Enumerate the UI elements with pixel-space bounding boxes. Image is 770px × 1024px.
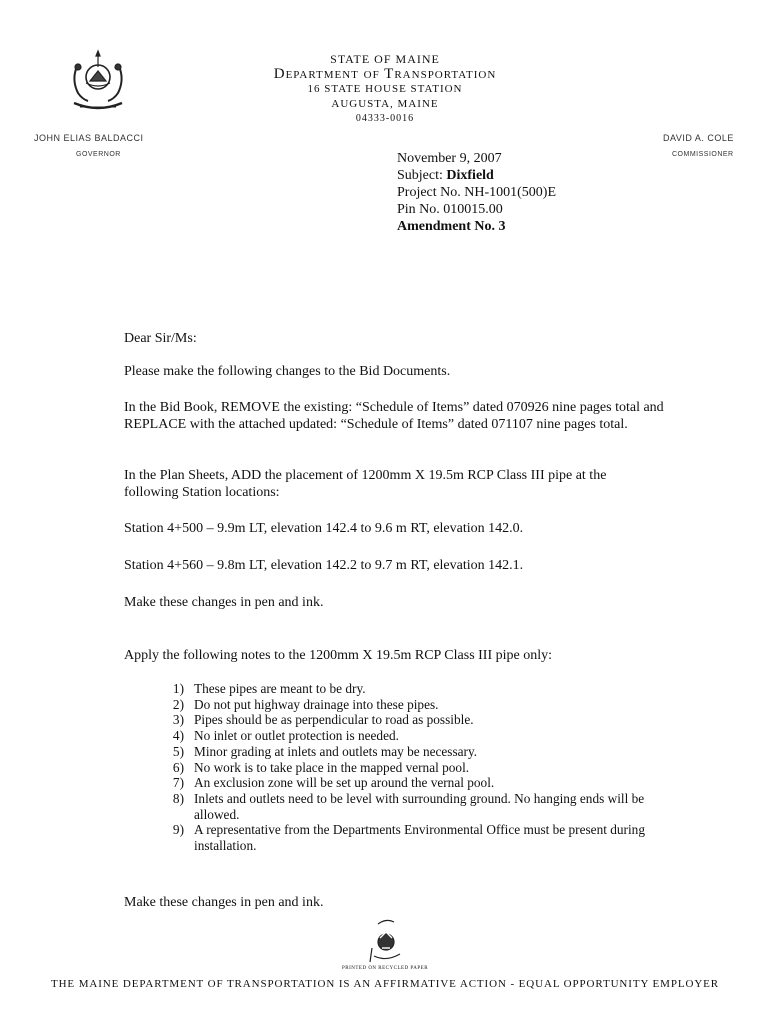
list-item <box>160 697 670 713</box>
subject-label: Subject: <box>397 168 443 183</box>
pen-ink-note-2: Make these changes in pen and ink. <box>124 895 324 910</box>
memo-project: Project No. NH-1001(500)E <box>397 185 557 200</box>
note-text: Do not put highway drainage into these pipes. <box>194 696 439 712</box>
note-number: 9) <box>172 822 184 838</box>
pen-ink-note-1: Make these changes in pen and ink. <box>124 595 324 610</box>
salutation: Dear Sir/Ms: <box>124 331 197 346</box>
commissioner-name: DAVID A. COLE <box>663 133 734 143</box>
list-item <box>160 728 670 744</box>
note-number: 7) <box>172 775 184 791</box>
note-text: An exclusion zone will be set up around the vernal pool. <box>194 775 495 791</box>
station-2: Station 4+560 – 9.8m LT, elevation 142.2 to 9.7 m RT, elevation 142.1. <box>124 558 524 573</box>
notes-intro: Apply the following notes to the 1200mm X 19.5m RCP Class III pipe only: <box>124 648 553 663</box>
note-text: Inlets and outlets need to be level with surrounding ground. No hanging ends will be allowed. <box>194 790 645 822</box>
note-text: No work is to take place in the mapped vernal pool. <box>194 759 470 775</box>
note-number: 4) <box>172 728 184 744</box>
note-number: 8) <box>172 790 184 806</box>
note-number: 1) <box>172 681 184 696</box>
plan-sheets-paragraph: In the Plan Sheets, ADD the placement of 1200mm X 19.5m RCP Class III pipe at the following Station locations: <box>124 468 607 500</box>
bid-book-paragraph: In the Bid Book, REMOVE the existing: “Schedule of Items” dated 070926 nine pages total and REPLACE with the attached updated: “Schedule of Items” dated 071107 nine pages total. <box>124 400 664 432</box>
amendment-text: Amendment No. 3 <box>397 219 506 234</box>
state-seal-icon <box>66 47 130 119</box>
note-number: 5) <box>172 743 184 759</box>
note-text: These pipes are meant to be dry. <box>194 681 366 696</box>
recycle-logo-icon <box>366 918 406 964</box>
list-item <box>160 775 670 791</box>
note-text: Pipes should be as perpendicular to road as possible. <box>194 712 474 728</box>
list-item <box>160 760 670 776</box>
agency-line-station: 16 STATE HOUSE STATION <box>307 83 463 95</box>
subject-value: Dixfield <box>446 168 494 183</box>
memo-subject <box>397 167 494 184</box>
list-item <box>160 744 670 760</box>
note-text: A representative from the Departments Environmental Office must be present during installation. <box>194 822 645 854</box>
list-item <box>160 791 670 822</box>
note-number: 3) <box>172 712 184 728</box>
memo-pin: Pin No. 010015.00 <box>397 202 503 217</box>
agency-line-department: Department of Transportation <box>273 66 497 82</box>
governor-title: GOVERNOR <box>76 151 121 158</box>
note-text: No inlet or outlet protection is needed. <box>194 728 399 744</box>
note-number: 6) <box>172 759 184 775</box>
note-text: Minor grading at inlets and outlets may be necessary. <box>194 743 478 759</box>
agency-line-state: STATE OF MAINE <box>330 52 440 66</box>
agency-line-city: AUGUSTA, MAINE <box>331 98 439 110</box>
recycled-paper-caption: PRINTED ON RECYCLED PAPER <box>341 966 429 971</box>
notes-list <box>160 681 670 854</box>
governor-name: JOHN ELIAS BALDACCI <box>34 133 144 143</box>
memo-date: November 9, 2007 <box>397 151 502 166</box>
commissioner-title: COMMISSIONER <box>672 151 734 158</box>
intro-paragraph: Please make the following changes to the Bid Documents. <box>124 364 451 379</box>
list-item <box>160 822 670 853</box>
footer-statement: THE MAINE DEPARTMENT OF TRANSPORTATION IS AN AFFIRMATIVE ACTION - EQUAL OPPORTUNITY EMPLOYER <box>50 978 720 990</box>
memo-amendment <box>397 218 506 235</box>
list-item <box>160 681 670 697</box>
station-1: Station 4+500 – 9.9m LT, elevation 142.4 to 9.6 m RT, elevation 142.0. <box>124 521 524 536</box>
list-item <box>160 712 670 728</box>
note-number: 2) <box>172 696 184 712</box>
agency-line-zip: 04333-0016 <box>355 113 415 124</box>
